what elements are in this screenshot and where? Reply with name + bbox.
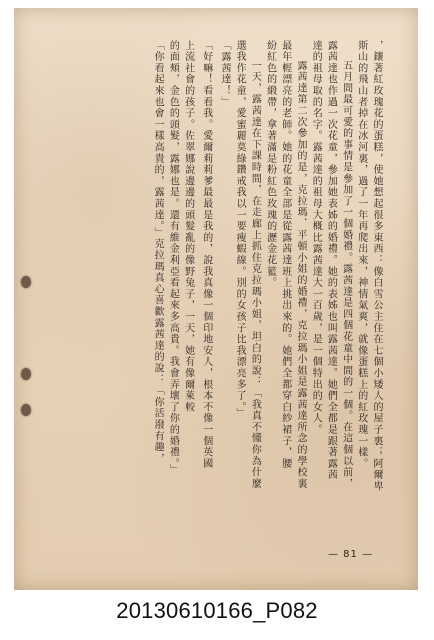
- text-column: 紛紅色的緞帶，拿著滿是粉紅色玫瑰的瀝金花籃。: [264, 40, 276, 289]
- page-number: — 81 —: [328, 549, 374, 560]
- text-column: 最年輕漂亮的老師。她的花童全部是從露茜達班上挑出來的。她們全都穿白紗裙子，腰: [279, 40, 291, 470]
- text-column: 達的祖母取的名字。露茜達的祖母大概比露茜達大一百歲，是一個特出的女人。: [310, 40, 322, 436]
- text-column: 五月間最可愛的事情是參加了一個婚禮。露茜達是四個花童中間的一個。在這個以前，: [340, 60, 352, 490]
- vertical-text-body: [62, 40, 384, 524]
- text-column: 「你看起來也會一樣高貴的，露茜達。」克拉瑪真心喜歡露茜達的說：「你活潑有趣，: [152, 40, 164, 465]
- text-column: 露茜達也作過一次花童，參加她表姊的婚禮。她的表姊也叫露茜達。她們全都是跟著露茜: [325, 40, 337, 481]
- text-column: 露茜達第二次參加的是，克拉瑪．平頓小姐的婚禮，克拉瑪小姐是露茜達所念的學校裏: [294, 60, 306, 490]
- text-column: 斯山的飛山者掉在冰河裏，過了一年再爬出來，神情氣爽，就像蛋糕上的紅玫瑰一樣。: [355, 40, 367, 470]
- text-column: 的面頰，金色的頭髮，露娜也是。還有維金利亞看起來多高貴。我會弄壞了你的婚禮。」: [167, 40, 179, 476]
- text-column: 選我作花童，愛蜜麗莫綠鑽戒我以一要瘦蝦線。別的女孩子比我漂亮多了。」: [234, 40, 246, 420]
- text-column: 一天，露茜達在下課時間，在走廊上抓住克拉瑪小姐，坦白的說：「我真不懂你為什麼: [249, 60, 261, 490]
- binding-hole: [21, 276, 31, 288]
- text-column: 「好嘛！看看我。愛爾莉莉爹最最是我的，說我真像一個印地安人，根本不像一個英國: [200, 40, 212, 470]
- image-caption: 20130610166_P082: [116, 598, 318, 623]
- binding-hole: [21, 404, 31, 416]
- text-column: ，鑲著紅玫瑰花的蛋糕，使她想起很多東西：像白雪公主住在七個小矮人的屋子裏；阿爾卑: [371, 40, 382, 492]
- text-column: 上流社會的孩子。佐翠娜說邊邊的頭髮亂的像野兔子，一天，她有像爾萊較: [182, 40, 194, 413]
- binding-hole: [21, 368, 31, 380]
- text-column: 「露茜達！」: [218, 40, 230, 108]
